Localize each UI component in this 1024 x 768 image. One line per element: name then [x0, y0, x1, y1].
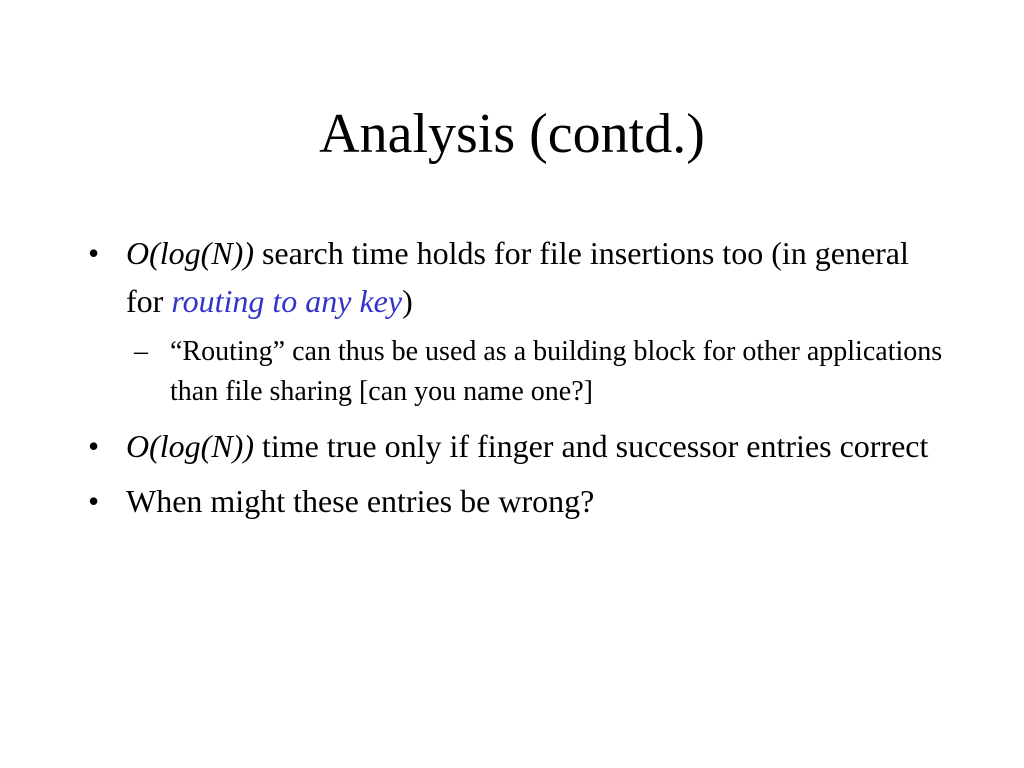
slide-title: Analysis (contd.) — [319, 103, 705, 165]
big-o-notation: O(log(N)) — [126, 235, 254, 271]
sub-bullet-marker: – — [134, 336, 148, 367]
bullet-text: time true only if finger and successor entries correct — [253, 428, 929, 464]
big-o-notation: O(log(N)) — [126, 428, 254, 464]
bullet-item-1 — [88, 229, 948, 325]
bullet-marker: • — [88, 235, 100, 271]
routing-to-any-key-highlight: routing to any key — [171, 283, 403, 319]
bullet-text-end: ) — [402, 283, 413, 319]
bullet-item-3 — [88, 477, 948, 525]
bullet-text: When might these entries be wrong? — [126, 483, 595, 519]
bullet-item-2 — [88, 422, 948, 470]
sub-bullet-text: “Routing” can thus be used as a building block for other applications than file sharing [can you name one?] — [170, 336, 943, 407]
sub-bullet-item-1 — [134, 332, 948, 412]
bullet-marker: • — [88, 428, 100, 464]
bullet-marker: • — [88, 483, 100, 519]
slide-body — [88, 229, 948, 532]
bullet-text: search time holds for file insertions too (in general for — [126, 235, 909, 319]
